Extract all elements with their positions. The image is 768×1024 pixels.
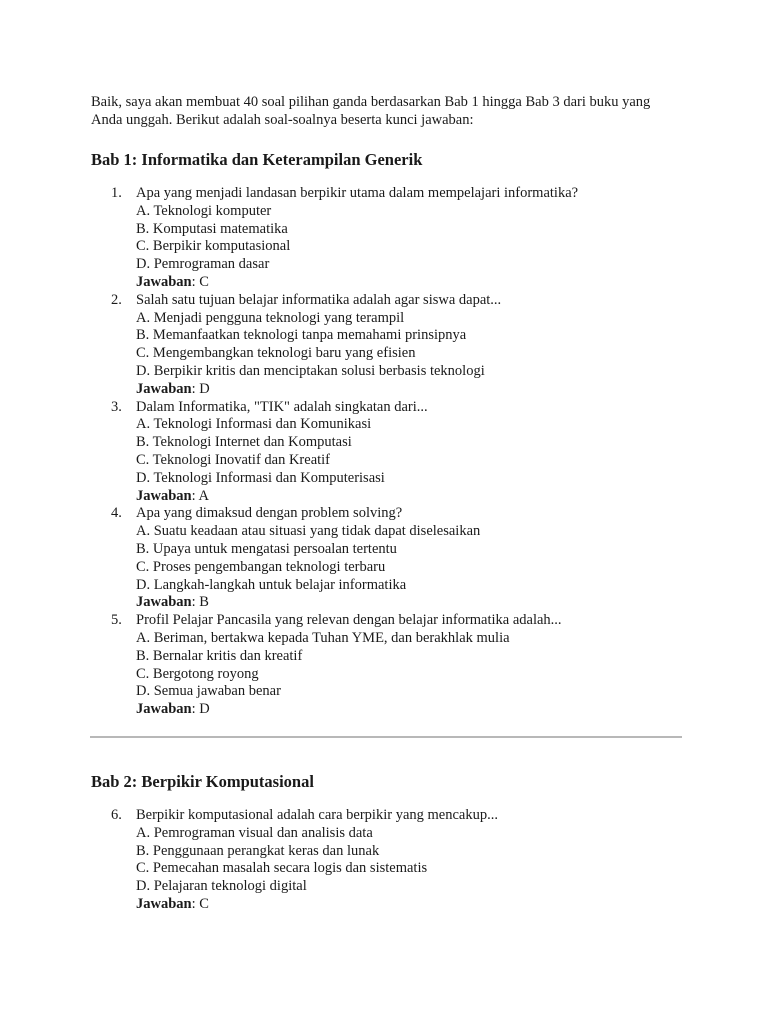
- question-number: 3.: [111, 398, 122, 415]
- answer-key: [136, 381, 681, 399]
- chapter-1-question-list: [91, 185, 681, 719]
- question-item: [91, 505, 681, 612]
- answer-option: D. Semua jawaban benar: [136, 683, 281, 700]
- answer-option: A. Pemrograman visual dan analisis data: [136, 824, 373, 841]
- answer-option: A. Teknologi komputer: [136, 202, 272, 219]
- answer-value: : A: [191, 487, 209, 504]
- chapter-2-heading: Bab 2: Berpikir Komputasional: [91, 771, 314, 791]
- question-number: 1.: [111, 185, 122, 201]
- question-number: 2.: [111, 291, 122, 308]
- answer-option: C. Proses pengembangan teknologi terbaru: [136, 558, 386, 575]
- answer-option: A. Menjadi pengguna teknologi yang terampil: [136, 309, 405, 326]
- answer-option: C. Pemecahan masalah secara logis dan sistematis: [136, 860, 428, 877]
- answer-option: D. Pemrograman dasar: [136, 256, 270, 273]
- answer-key: [136, 274, 681, 292]
- answer-option: B. Upaya untuk mengatasi persoalan tertentu: [136, 540, 397, 557]
- question-item: [91, 807, 681, 914]
- answer-key: [136, 701, 681, 719]
- question-text: Dalam Informatika, "TIK" adalah singkatan dari...: [136, 398, 428, 415]
- answer-option: A. Suatu keadaan atau situasi yang tidak dapat diselesaikan: [136, 523, 481, 540]
- answer-option: C. Berpikir komputasional: [136, 238, 291, 255]
- answer-key: [136, 488, 681, 506]
- question-item: [91, 612, 681, 719]
- answer-label: Jawaban: [136, 701, 192, 718]
- chapter-2-question-list: [91, 807, 681, 914]
- answer-key: [136, 896, 681, 914]
- answer-label: Jawaban: [136, 594, 192, 611]
- answer-option: C. Mengembangkan teknologi baru yang efisien: [136, 345, 416, 362]
- answer-option: B. Penggunaan perangkat keras dan lunak: [136, 842, 380, 859]
- question-text: Apa yang menjadi landasan berpikir utama dalam mempelajari informatika?: [136, 185, 579, 201]
- answer-key: [136, 594, 681, 612]
- answer-option: C. Bergotong royong: [136, 665, 259, 682]
- question-number: 4.: [111, 505, 122, 522]
- question-number: 6.: [111, 806, 122, 823]
- answer-option: A. Beriman, bertakwa kepada Tuhan YME, dan berakhlak mulia: [136, 629, 510, 646]
- question-text: Salah satu tujuan belajar informatika adalah agar siswa dapat...: [136, 291, 502, 308]
- answer-option: D. Berpikir kritis dan menciptakan solusi berbasis teknologi: [136, 362, 485, 379]
- answer-option: A. Teknologi Informasi dan Komunikasi: [136, 416, 372, 433]
- answer-option: C. Teknologi Inovatif dan Kreatif: [136, 451, 331, 468]
- question-item: [91, 292, 681, 399]
- answer-label: Jawaban: [136, 895, 192, 912]
- answer-option: D. Langkah-langkah untuk belajar informatika: [136, 576, 407, 593]
- answer-option: B. Bernalar kritis dan kreatif: [136, 647, 303, 664]
- question-text: Berpikir komputasional adalah cara berpikir yang mencakup...: [136, 806, 498, 823]
- question-item: [91, 185, 681, 292]
- answer-label: Jawaban: [136, 273, 192, 290]
- answer-option: D. Teknologi Informasi dan Komputerisasi: [136, 469, 385, 486]
- answer-label: Jawaban: [136, 380, 192, 397]
- answer-option: D. Pelajaran teknologi digital: [136, 878, 307, 895]
- answer-value: : C: [191, 895, 209, 912]
- answer-option: B. Memanfaatkan teknologi tanpa memahami prinsipnya: [136, 327, 467, 344]
- question-number: 5.: [111, 612, 122, 629]
- section-divider: [90, 736, 682, 738]
- answer-value: : B: [191, 594, 209, 611]
- question-text: Apa yang dimaksud dengan problem solving?: [136, 505, 403, 522]
- chapter-1-heading: Bab 1: Informatika dan Keterampilan Generik: [91, 150, 423, 169]
- answer-value: : C: [191, 273, 209, 290]
- answer-value: : D: [191, 380, 210, 397]
- answer-option: B. Komputasi matematika: [136, 220, 288, 237]
- answer-label: Jawaban: [136, 487, 192, 504]
- question-item: [91, 399, 681, 506]
- document-page: [91, 93, 681, 914]
- intro-paragraph: Baik, saya akan membuat 40 soal pilihan ganda berdasarkan Bab 1 hingga Bab 3 dari buku yang Anda unggah. Berikut adalah soal-soalnya beserta kunci jawaban:: [91, 94, 651, 128]
- answer-value: : D: [191, 701, 210, 718]
- answer-option: B. Teknologi Internet dan Komputasi: [136, 434, 352, 451]
- question-text: Profil Pelajar Pancasila yang relevan dengan belajar informatika adalah...: [136, 612, 562, 629]
